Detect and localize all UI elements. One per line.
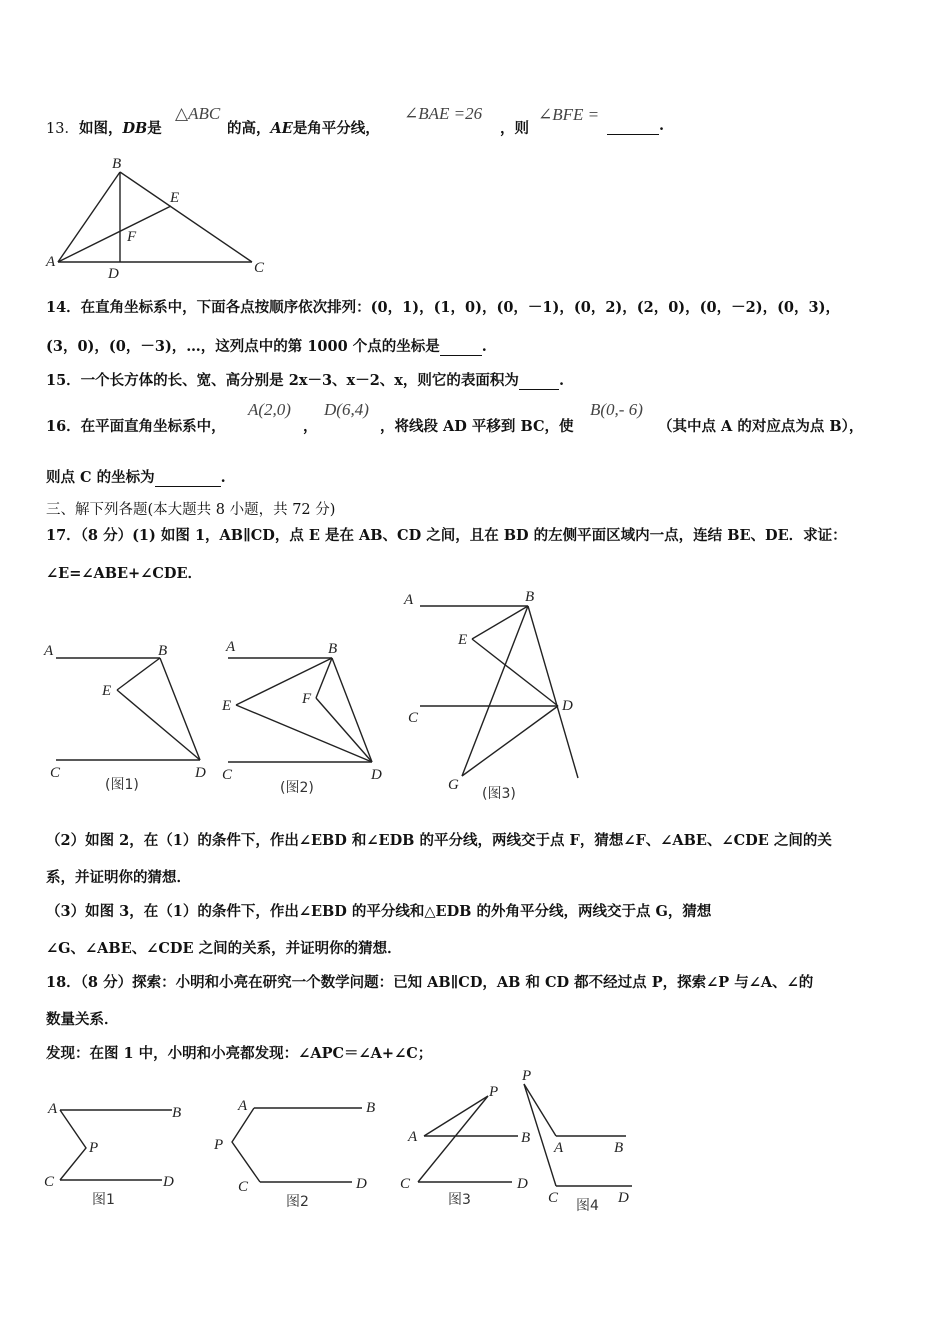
fig17-2-label-c: C xyxy=(222,767,233,783)
fig13-label-f: F xyxy=(127,229,137,245)
q13-angle-bae: ∠BAE =26 xyxy=(404,104,483,123)
fig18-2-line-apc xyxy=(232,1108,260,1182)
fig18-4-label-c: C xyxy=(548,1190,559,1206)
fig18-1-label-a: A xyxy=(48,1101,58,1117)
fig18-2-label-a: A xyxy=(238,1098,248,1114)
fig18-4-label-d: D xyxy=(618,1190,629,1206)
fig17-1-caption: (图1) xyxy=(105,777,139,793)
fig18-2-label-p: P xyxy=(214,1137,224,1153)
fig18-1-label-c: C xyxy=(44,1174,55,1190)
fig17-2-label-a: A xyxy=(226,639,236,655)
fig13-label-a: A xyxy=(46,254,56,270)
fig17-2-line-ed xyxy=(236,705,372,762)
q15-end: . xyxy=(558,372,564,389)
fig18-4-line-pc xyxy=(524,1084,556,1186)
fig18-1-line-apc xyxy=(60,1110,86,1180)
question-18-line-2: 数量关系． xyxy=(46,1011,119,1028)
question-18-line-1: 18．（8 分）探索：小明和小亮在研究一个数学问题：已知 AB∥CD，AB 和 CD 都不经过点 P，探索∠P 与∠A、∠的 xyxy=(46,974,814,991)
q16-text-3: （其中点 A 的对应点为点 B）， xyxy=(658,418,864,435)
question-18-discovery: 发现：在图 1 中，小明和小亮都发现：∠APC＝∠A+∠C； xyxy=(46,1045,433,1062)
fig18-4-label-a: A xyxy=(554,1140,564,1156)
fig13-label-b: B xyxy=(112,156,122,172)
question-17-part-3-line-2: ∠G、∠ABE、∠CDE 之间的关系，并证明你的猜想． xyxy=(46,940,402,957)
fig18-1-label-b: B xyxy=(172,1105,182,1121)
fig17-3-label-e: E xyxy=(458,632,468,648)
fig18-1-label-d: D xyxy=(163,1174,174,1190)
q15-text: 15．一个长方体的长、宽、高分别是 2x－3、x－2、x，则它的表面积为 xyxy=(46,372,519,389)
q13-answer-blank xyxy=(607,117,664,135)
question-13 xyxy=(46,117,162,138)
question-17-part-2-line-1: （2）如图 2，在（1）的条件下，作出∠EBD 和∠EDB 的平分线，两线交于点 F，猜想∠F、∠ABE、∠CDE 之间的关 xyxy=(46,832,832,849)
fig13-label-c: C xyxy=(254,260,265,276)
fig17-3-label-d: D xyxy=(562,698,573,714)
fig17-3-caption: (图3) xyxy=(482,786,516,802)
fig17-1-label-a: A xyxy=(44,643,54,659)
q14-text: (3，0)，(0，－3)，…，这列点中的第 1000 个点的坐标是 xyxy=(46,338,440,355)
fig13-label-e: E xyxy=(170,190,180,206)
question-14-line-1: 14．在直角坐标系中，下面各点按顺序依次排列：(0，1)，(1，0)，(0，－1)，(0，2)，(2，0)，(0，－2)，(0，3)， xyxy=(46,299,840,316)
question-17-line-2: ∠E=∠ABE+∠CDE． xyxy=(46,565,203,582)
figure-13 xyxy=(40,150,280,280)
answer-blank[interactable] xyxy=(440,338,482,356)
fig13-line-ae xyxy=(58,206,171,262)
fig18-1-caption: 图1 xyxy=(92,1192,115,1208)
fig18-3-line-ap xyxy=(424,1096,488,1136)
q13-ae: AE xyxy=(270,120,293,137)
question-16 xyxy=(46,415,226,436)
fig18-3-label-b: B xyxy=(521,1130,531,1146)
fig17-3-label-c: C xyxy=(408,710,419,726)
fig17-2-label-e: E xyxy=(222,698,232,714)
fig13-line-bc xyxy=(120,172,252,262)
q13-angle-bfe: ∠BFE = xyxy=(538,105,600,124)
fig17-1-label-c: C xyxy=(50,765,61,781)
fig17-1-label-d: D xyxy=(195,765,206,781)
question-17-part-2-line-2: 系，并证明你的猜想． xyxy=(46,869,191,886)
figure-17-2 xyxy=(218,636,398,800)
fig18-3-caption: 图3 xyxy=(448,1192,471,1208)
fig18-4-line-pa xyxy=(524,1084,556,1136)
q13-line-part2 xyxy=(227,117,380,138)
fig17-2-label-d: D xyxy=(371,767,382,783)
fig17-3-line-dg xyxy=(462,706,558,776)
fig17-2-caption: (图2) xyxy=(280,780,314,796)
q13-text-5: ，则 xyxy=(500,120,529,137)
question-14-line-2 xyxy=(46,335,487,356)
q16-text-2: ，将线段 AD 平移到 BC，使 xyxy=(380,418,574,435)
q16-point-a: A(2,0) xyxy=(248,400,291,419)
fig17-2-label-f: F xyxy=(302,691,312,707)
q13-text-1: 如图， xyxy=(78,120,123,137)
q13-triangle-abc: △ABC xyxy=(175,104,221,123)
fig17-3-line-bg xyxy=(462,606,528,776)
fig17-3-line-be xyxy=(472,606,528,639)
question-15 xyxy=(46,369,564,390)
fig17-3-line-ed xyxy=(472,639,558,706)
q16-point-b: B(0,- 6) xyxy=(590,400,643,419)
answer-blank[interactable] xyxy=(519,372,559,390)
fig17-2-line-be xyxy=(236,658,332,705)
fig17-3-label-b: B xyxy=(525,589,535,605)
fig17-2-line-bd xyxy=(332,658,372,762)
fig17-2-label-b: B xyxy=(328,641,338,657)
fig18-4-label-p: P xyxy=(522,1068,532,1084)
fig17-2-line-fd xyxy=(316,698,372,762)
q13-text-3: 的高， xyxy=(227,120,271,137)
fig18-3-label-p: P xyxy=(489,1084,499,1100)
fig18-3-label-a: A xyxy=(408,1129,418,1145)
fig18-4-label-b: B xyxy=(614,1140,624,1156)
fig18-3-label-c: C xyxy=(400,1176,411,1192)
fig18-1-label-p: P xyxy=(89,1140,99,1156)
answer-blank[interactable] xyxy=(607,117,659,135)
q13-text-2: 是 xyxy=(147,120,162,137)
figure-18-4 xyxy=(510,1064,640,1216)
q14-end: . xyxy=(481,338,487,355)
q13-end: . xyxy=(659,117,665,134)
fig18-2-label-d: D xyxy=(356,1176,367,1192)
fig17-1-label-b: B xyxy=(158,643,168,659)
figure-17-3 xyxy=(400,586,590,806)
q16-text-1: 16．在平面直角坐标系中， xyxy=(46,418,226,435)
q16-end: . xyxy=(220,469,226,486)
question-17-part-3-line-1: （3）如图 3，在（1）的条件下，作出∠EBD 的平分线和△EDB 的外角平分线，两线交于点 G，猜想 xyxy=(46,903,712,920)
fig13-line-ab xyxy=(58,172,120,262)
fig18-4-caption: 图4 xyxy=(576,1198,599,1214)
fig17-1-line-ed xyxy=(117,690,200,760)
figure-18-2 xyxy=(210,1094,380,1214)
fig17-1-line-be xyxy=(117,658,160,690)
fig17-3-line-bd-extended xyxy=(528,606,578,778)
fig17-3-label-g: G xyxy=(448,777,459,793)
fig17-3-label-a: A xyxy=(404,592,414,608)
fig18-3-line-pc xyxy=(418,1096,488,1182)
fig13-label-d: D xyxy=(108,266,119,282)
q13-line-part3 xyxy=(500,117,529,138)
answer-blank[interactable] xyxy=(155,469,221,487)
q16-comma: ， xyxy=(303,418,318,435)
section-3-heading: 三、解下列各题(本大题共 8 小题，共 72 分) xyxy=(46,502,336,518)
fig18-2-label-c: C xyxy=(238,1179,249,1195)
fig18-2-caption: 图2 xyxy=(286,1194,309,1210)
q16-line2-text: 则点 C 的坐标为 xyxy=(46,469,155,486)
fig17-1-line-bd xyxy=(160,658,200,760)
question-16-line-2 xyxy=(46,466,226,487)
q13-db: DB xyxy=(122,120,148,137)
figure-17-1 xyxy=(40,640,220,800)
figure-18-1 xyxy=(42,1098,202,1210)
question-17-line-1: 17．（8 分）(1) 如图 1，AB∥CD，点 E 是在 AB、CD 之间，且在 BD 的左侧平面区域内一点，连结 BE、DE．求证： xyxy=(46,527,847,544)
q13-number: 13． xyxy=(46,121,79,137)
q16-point-d: D(6,4) xyxy=(324,400,369,419)
q13-text-4: 是角平分线， xyxy=(292,120,380,137)
fig17-1-label-e: E xyxy=(102,683,112,699)
fig18-3-label-d: D xyxy=(517,1176,528,1192)
fig18-2-label-b: B xyxy=(366,1100,376,1116)
